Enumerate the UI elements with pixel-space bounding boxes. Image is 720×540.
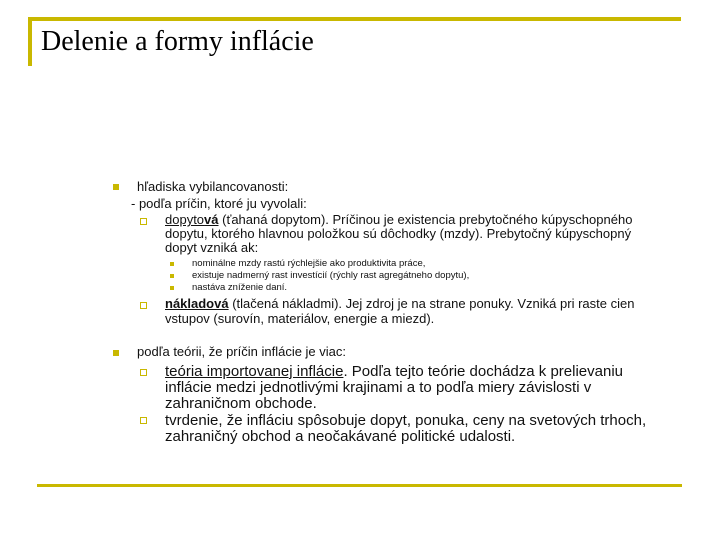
claim-line1: tvrdenie, že infláciu spôsobuje dopyt, ponuka, ceny na svetových trhoch,	[165, 412, 647, 429]
sub-bullet-marker	[140, 417, 147, 424]
frame-top-rule	[28, 17, 681, 21]
sub-bullet-marker	[140, 302, 147, 309]
claim-line2: zahraničný obchod a neočakávané politické udalosti.	[165, 428, 516, 445]
import-theory-line3: zahraničnom obchode.	[165, 395, 317, 412]
cost-inflation-line1: nákladová (tlačená nákladmi). Jej zdroj je na strane ponuky. Vzniká pri raste cien	[165, 296, 635, 311]
bullet-marker	[170, 286, 174, 290]
demand-inflation-line1: dopytová (ťahaná dopytom). Príčinou je existencia prebytočného kúpyschopného	[165, 212, 633, 227]
import-theory-line2: inflácie medzi jednotlivými krajinami a to podľa miery závislosti v	[165, 379, 592, 396]
bottom-rule	[37, 484, 682, 487]
demand-term: dopytová	[165, 212, 219, 227]
cost-term: nákladová	[165, 296, 229, 311]
bullet2-line1: podľa teórii, že príčin inflácie je viac:	[137, 344, 347, 359]
bullet1-line2: - podľa príčin, ktoré ju vyvolali:	[131, 196, 307, 211]
bullet-marker	[113, 350, 119, 356]
cost-inflation-line2: vstupov (surovín, materiálov, energie a miezd).	[165, 311, 435, 326]
slide-title: Delenie a formy inflácie	[41, 26, 314, 57]
demand-inflation-line2: dopytu, ktorého hlavnou položkou sú dôchodky (mzdy). Prebytočný kúpyschopný	[165, 226, 632, 241]
bullet1-line1: hľadiska vybilancovanosti:	[137, 179, 289, 194]
frame-left-rule	[28, 17, 32, 66]
bullet-marker	[170, 262, 174, 266]
import-theory-line1: teória importovanej inflácie. Podľa tejto teórie dochádza k prelievaniu	[165, 363, 623, 380]
list-item: nastáva zníženie daní.	[192, 282, 288, 293]
bullet-marker	[170, 274, 174, 278]
sub-bullet-marker	[140, 369, 147, 376]
import-theory-term: teória importovanej inflácie	[165, 363, 344, 380]
list-item: nominálne mzdy rastú rýchlejšie ako produktivita práce,	[192, 258, 426, 269]
sub-bullet-marker	[140, 218, 147, 225]
demand-inflation-line3: dopyt vzniká ak:	[165, 240, 259, 255]
list-item: existuje nadmerný rast investícií (rýchly rast agregátneho dopytu),	[192, 270, 470, 281]
bullet-marker	[113, 184, 119, 190]
